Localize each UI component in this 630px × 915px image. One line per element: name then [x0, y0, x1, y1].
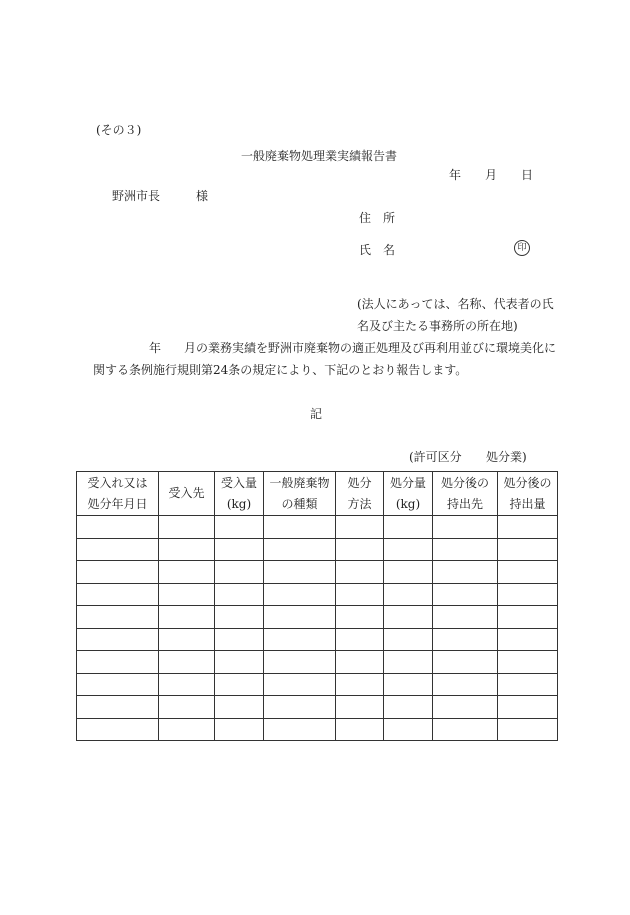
table-cell[interactable] — [77, 583, 159, 606]
table-cell[interactable] — [77, 673, 159, 696]
table-cell[interactable] — [384, 516, 433, 539]
table-cell[interactable] — [264, 696, 336, 719]
permit-category-label: (許可区分 — [409, 450, 462, 464]
table-cell[interactable] — [77, 516, 159, 539]
header-receipt-date: 受入れ又は 処分年月日 — [77, 472, 159, 516]
table-cell[interactable] — [77, 628, 159, 651]
table-cell[interactable] — [498, 673, 558, 696]
table-cell[interactable] — [77, 606, 159, 629]
table-cell[interactable] — [433, 606, 498, 629]
table-cell[interactable] — [159, 673, 215, 696]
table-cell[interactable] — [498, 696, 558, 719]
table-cell[interactable] — [77, 651, 159, 674]
table-cell[interactable] — [159, 561, 215, 584]
header-waste-type: 一般廃棄物 の種類 — [264, 472, 336, 516]
table-cell[interactable] — [498, 628, 558, 651]
table-cell[interactable] — [498, 651, 558, 674]
header-removed-amount: 処分後の 持出量 — [498, 472, 558, 516]
table-cell[interactable] — [498, 538, 558, 561]
table-cell[interactable] — [264, 651, 336, 674]
table-cell[interactable] — [384, 606, 433, 629]
table-cell[interactable] — [264, 538, 336, 561]
table-cell[interactable] — [159, 583, 215, 606]
table-cell[interactable] — [264, 673, 336, 696]
table-cell[interactable] — [264, 561, 336, 584]
table-cell[interactable] — [498, 606, 558, 629]
date-year-label: 年 — [449, 168, 462, 182]
table-cell[interactable] — [498, 718, 558, 741]
table-body — [77, 516, 558, 741]
report-body-line2: 関する条例施行規則第24条の規定により、下記のとおり報告します。 — [93, 363, 468, 377]
table-cell[interactable] — [77, 538, 159, 561]
table-cell[interactable] — [336, 583, 384, 606]
header-destination: 処分後の 持出先 — [433, 472, 498, 516]
table-header-row — [77, 472, 558, 516]
table-cell[interactable] — [159, 718, 215, 741]
table-cell[interactable] — [384, 583, 433, 606]
table-cell[interactable] — [384, 696, 433, 719]
performance-table — [76, 471, 558, 741]
permit-category-value: 処分業) — [486, 450, 527, 464]
table-cell[interactable] — [384, 561, 433, 584]
table-cell[interactable] — [433, 516, 498, 539]
table-cell[interactable] — [433, 561, 498, 584]
table-row — [77, 718, 558, 741]
table-cell[interactable] — [215, 673, 264, 696]
table-cell[interactable] — [159, 516, 215, 539]
document-title: 一般廃棄物処理業実績報告書 — [241, 149, 398, 163]
table-cell[interactable] — [159, 538, 215, 561]
table-cell[interactable] — [215, 561, 264, 584]
table-cell[interactable] — [336, 516, 384, 539]
table-cell[interactable] — [498, 516, 558, 539]
table-cell[interactable] — [498, 561, 558, 584]
table-cell[interactable] — [264, 583, 336, 606]
table-cell[interactable] — [215, 628, 264, 651]
table-row — [77, 651, 558, 674]
header-source: 受入先 — [159, 472, 215, 516]
table-row — [77, 696, 558, 719]
table-row — [77, 561, 558, 584]
seal-stamp: 印 — [514, 240, 530, 256]
table-cell[interactable] — [384, 718, 433, 741]
table-cell[interactable] — [159, 628, 215, 651]
table-cell[interactable] — [215, 606, 264, 629]
table-cell[interactable] — [77, 696, 159, 719]
table-cell[interactable] — [384, 651, 433, 674]
table-cell[interactable] — [77, 718, 159, 741]
table-cell[interactable] — [215, 538, 264, 561]
table-cell[interactable] — [336, 628, 384, 651]
header-disposal-method: 処分 方法 — [336, 472, 384, 516]
table-cell[interactable] — [215, 516, 264, 539]
table-row — [77, 606, 558, 629]
table-cell[interactable] — [433, 673, 498, 696]
table-cell[interactable] — [215, 651, 264, 674]
form-number: (その３) — [96, 123, 142, 137]
table-cell[interactable] — [264, 628, 336, 651]
addressee-name: 野洲市長 — [112, 189, 161, 203]
date-day-label: 日 — [521, 168, 534, 182]
corporate-note-line1: (法人にあっては、名称、代表者の氏 — [357, 297, 554, 311]
table-cell[interactable] — [433, 538, 498, 561]
header-received-amount: 受入量 (kg) — [215, 472, 264, 516]
table-cell[interactable] — [384, 538, 433, 561]
table-cell[interactable] — [336, 538, 384, 561]
table-cell[interactable] — [433, 718, 498, 741]
table-cell[interactable] — [215, 583, 264, 606]
table-cell[interactable] — [159, 696, 215, 719]
table-cell[interactable] — [336, 651, 384, 674]
date-month-label: 月 — [485, 168, 498, 182]
table-cell[interactable] — [384, 673, 433, 696]
table-cell[interactable] — [159, 651, 215, 674]
table-cell[interactable] — [433, 583, 498, 606]
table-cell[interactable] — [264, 606, 336, 629]
table-row — [77, 538, 558, 561]
table-cell[interactable] — [215, 718, 264, 741]
table-cell[interactable] — [433, 628, 498, 651]
table-cell[interactable] — [433, 696, 498, 719]
corporate-note-line2: 名及び主たる事務所の所在地) — [357, 319, 518, 333]
report-body-line1: 月の業務実績を野洲市廃棄物の適正処理及び再利用並びに環境美化に — [184, 341, 557, 355]
ki-heading: 記 — [310, 407, 323, 421]
table-cell[interactable] — [336, 606, 384, 629]
table-cell[interactable] — [336, 561, 384, 584]
table-cell[interactable] — [159, 606, 215, 629]
table-cell[interactable] — [215, 696, 264, 719]
report-year-label: 年 — [149, 341, 162, 355]
table-row — [77, 628, 558, 651]
table-cell[interactable] — [264, 718, 336, 741]
addressee-honorific: 様 — [196, 189, 209, 203]
name-label: 氏 名 — [359, 243, 396, 257]
table-cell[interactable] — [384, 628, 433, 651]
header-disposal-amount: 処分量 (kg) — [384, 472, 433, 516]
table-cell[interactable] — [498, 583, 558, 606]
address-label: 住 所 — [359, 211, 396, 225]
table-row — [77, 583, 558, 606]
table-cell[interactable] — [336, 673, 384, 696]
table-row — [77, 673, 558, 696]
table-cell[interactable] — [433, 651, 498, 674]
table-cell[interactable] — [336, 696, 384, 719]
table-cell[interactable] — [336, 718, 384, 741]
table-cell[interactable] — [264, 516, 336, 539]
table-row — [77, 516, 558, 539]
table-cell[interactable] — [77, 561, 159, 584]
